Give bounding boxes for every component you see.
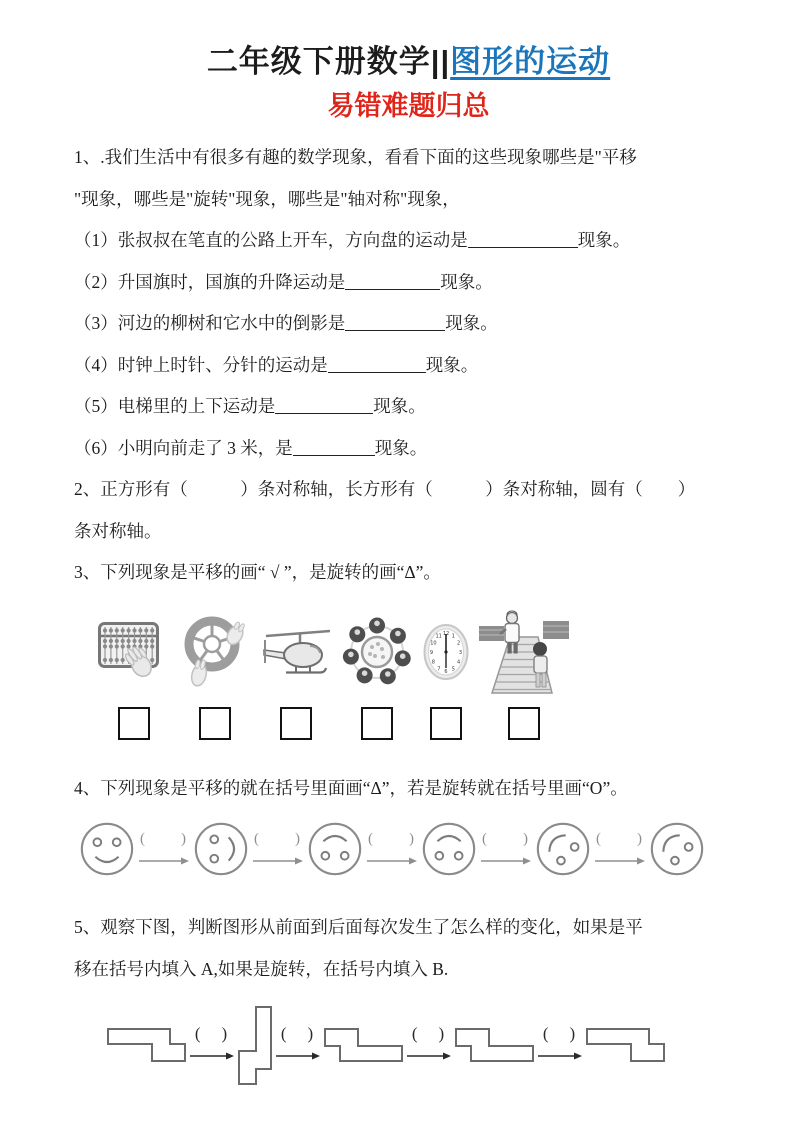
q1-item-4-suffix: 现象。: [425, 354, 479, 375]
rotating-ride-icon: [342, 606, 412, 698]
q1-item-2-suffix: 现象。: [440, 271, 493, 292]
transition-connector: [187, 1025, 237, 1066]
answer-box[interactable]: [430, 707, 462, 740]
answer-box[interactable]: [361, 707, 393, 740]
q1-item-6-text: （6）小明向前走了 3 米，是: [74, 437, 293, 458]
paren-answer-blank[interactable]: ( ): [368, 830, 416, 847]
question-1: [74, 137, 743, 469]
transition-connector: [273, 1025, 323, 1066]
q1-item-2-text: （2）升国旗时，国旗的升降运动是: [74, 271, 346, 292]
svg-text:6: 6: [444, 668, 448, 675]
answer-blank[interactable]: [345, 272, 440, 290]
q3-figure-column: [420, 606, 472, 740]
z-shape: [585, 1027, 666, 1063]
question-5: [74, 907, 743, 1096]
q1-item-5: [74, 386, 743, 428]
answer-box[interactable]: [199, 707, 231, 740]
answer-blank[interactable]: [328, 355, 426, 373]
q3-heading: 3、下列现象是平移的画“ √ ”，是旋转的画“Δ”。: [74, 562, 441, 582]
smiley-face: [648, 820, 706, 883]
q2-line1: 2、正方形有（ ）条对称轴，长方形有（ ）条对称轴，圆有（ ）: [74, 479, 696, 499]
q3-figure-column: [340, 606, 414, 740]
answer-blank[interactable]: [468, 230, 578, 248]
abacus-icon: [97, 606, 171, 698]
smiley-face: [534, 820, 592, 883]
question-2: [74, 469, 743, 552]
transition-connector: [478, 832, 534, 871]
answer-box[interactable]: [118, 707, 150, 740]
q1-item-5-suffix: 现象。: [373, 396, 426, 416]
transition-connector: [364, 832, 420, 871]
arrow-icon: [189, 1048, 235, 1066]
q1-item-1-suffix: 现象。: [577, 230, 631, 250]
z-shape: [323, 1027, 404, 1063]
svg-text:4: 4: [457, 658, 461, 665]
title-link[interactable]: 图形的运动: [450, 44, 611, 79]
q5-shapes-row: [106, 994, 743, 1096]
svg-text:7: 7: [437, 665, 441, 672]
svg-text:12: 12: [442, 630, 450, 637]
escalator-icon: [478, 606, 570, 698]
answer-blank[interactable]: [345, 313, 445, 331]
arrow-icon: [537, 1048, 583, 1066]
svg-text:2: 2: [457, 639, 461, 646]
answer-blank[interactable]: [293, 438, 375, 456]
q1-item-6: [74, 428, 743, 470]
transition-connector: [535, 1025, 585, 1066]
svg-text:11: 11: [435, 632, 442, 639]
question-3: [74, 552, 743, 740]
q1-item-6-suffix: 现象。: [374, 437, 428, 458]
z-shape: [454, 1027, 535, 1063]
transition-connector: [404, 1025, 454, 1066]
svg-text:9: 9: [429, 649, 434, 656]
answer-box[interactable]: [280, 707, 312, 740]
paren-answer-blank[interactable]: ( ): [194, 1023, 230, 1043]
steering-wheel-icon: [179, 606, 251, 698]
transition-connector: [250, 832, 306, 871]
q5-heading-line2: 移在括号内填入 A,如果是旋转，在括号内填入 B.: [74, 958, 449, 979]
q2-line2: 条对称轴。: [74, 520, 162, 541]
svg-text:5: 5: [451, 665, 455, 672]
q1-item-1: [74, 220, 743, 262]
z-shape: [106, 1027, 187, 1063]
q1-item-4-text: （4）时钟上时针、分针的运动是: [74, 354, 328, 375]
answer-box[interactable]: [508, 707, 540, 740]
q4-faces-row: [78, 819, 743, 883]
smiley-face: [192, 820, 250, 883]
paren-answer-blank[interactable]: ( ): [596, 830, 644, 847]
q1-intro-line1: 1、.我们生活中有很多有趣的数学现象，看看下面的这些现象哪些是"平移: [74, 147, 637, 167]
q1-item-3-suffix: 现象。: [445, 313, 498, 333]
q5-heading-line1: 5、观察下图，判断图形从前面到后面每次发生了怎么样的变化，如果是平: [74, 917, 643, 937]
arrow-icon: [406, 1048, 452, 1066]
q3-figure-column: [478, 606, 570, 740]
q3-figure-column: [258, 606, 334, 740]
svg-text:1: 1: [451, 632, 455, 639]
q1-item-4: [74, 345, 743, 387]
arrow-icon: [594, 853, 646, 871]
arrow-icon: [480, 853, 532, 871]
answer-blank[interactable]: [275, 396, 373, 414]
q1-intro-line2: "现象，哪些是"旋转"现象，哪些是"轴对称"现象，: [74, 188, 460, 209]
clock-icon: [422, 606, 470, 698]
paren-answer-blank[interactable]: ( ): [254, 830, 302, 847]
q1-item-5-text: （5）电梯里的上下运动是: [74, 396, 276, 416]
helicopter-icon: [258, 606, 334, 698]
page-subtitle: 易错难题归总: [327, 91, 490, 121]
transition-connector: [136, 832, 192, 871]
transition-connector: [592, 832, 648, 871]
q1-item-1-text: （1）张叔叔在笔直的公路上开车，方向盘的运动是: [74, 230, 468, 250]
smiley-face: [420, 820, 478, 883]
paren-answer-blank[interactable]: ( ): [411, 1023, 447, 1043]
q1-item-2: [74, 262, 743, 304]
q1-item-3-text: （3）河边的柳树和它水中的倒影是: [74, 313, 346, 333]
smiley-face: [306, 820, 364, 883]
smiley-face: [78, 820, 136, 883]
arrow-icon: [138, 853, 190, 871]
paren-answer-blank[interactable]: ( ): [542, 1023, 578, 1043]
q4-heading: 4、下列现象是平移的就在括号里面画“Δ”，若是旋转就在括号里画“O”。: [74, 777, 628, 798]
svg-text:8: 8: [431, 658, 435, 665]
svg-text:3: 3: [458, 649, 463, 656]
arrow-icon: [252, 853, 304, 871]
z-shape: [237, 1005, 273, 1086]
q3-figure-column: [178, 606, 252, 740]
arrow-icon: [275, 1048, 321, 1066]
paren-answer-blank[interactable]: ( ): [280, 1023, 316, 1043]
arrow-icon: [366, 853, 418, 871]
page-title: [74, 36, 743, 81]
q3-figure-column: [96, 606, 172, 740]
q1-item-3: [74, 303, 743, 345]
paren-answer-blank[interactable]: ( ): [140, 830, 188, 847]
paren-answer-blank[interactable]: ( ): [482, 830, 530, 847]
question-4: [74, 768, 743, 884]
q3-figures-row: [96, 606, 743, 740]
title-plain: 二年级下册数学||: [206, 44, 451, 79]
svg-text:10: 10: [430, 639, 437, 646]
